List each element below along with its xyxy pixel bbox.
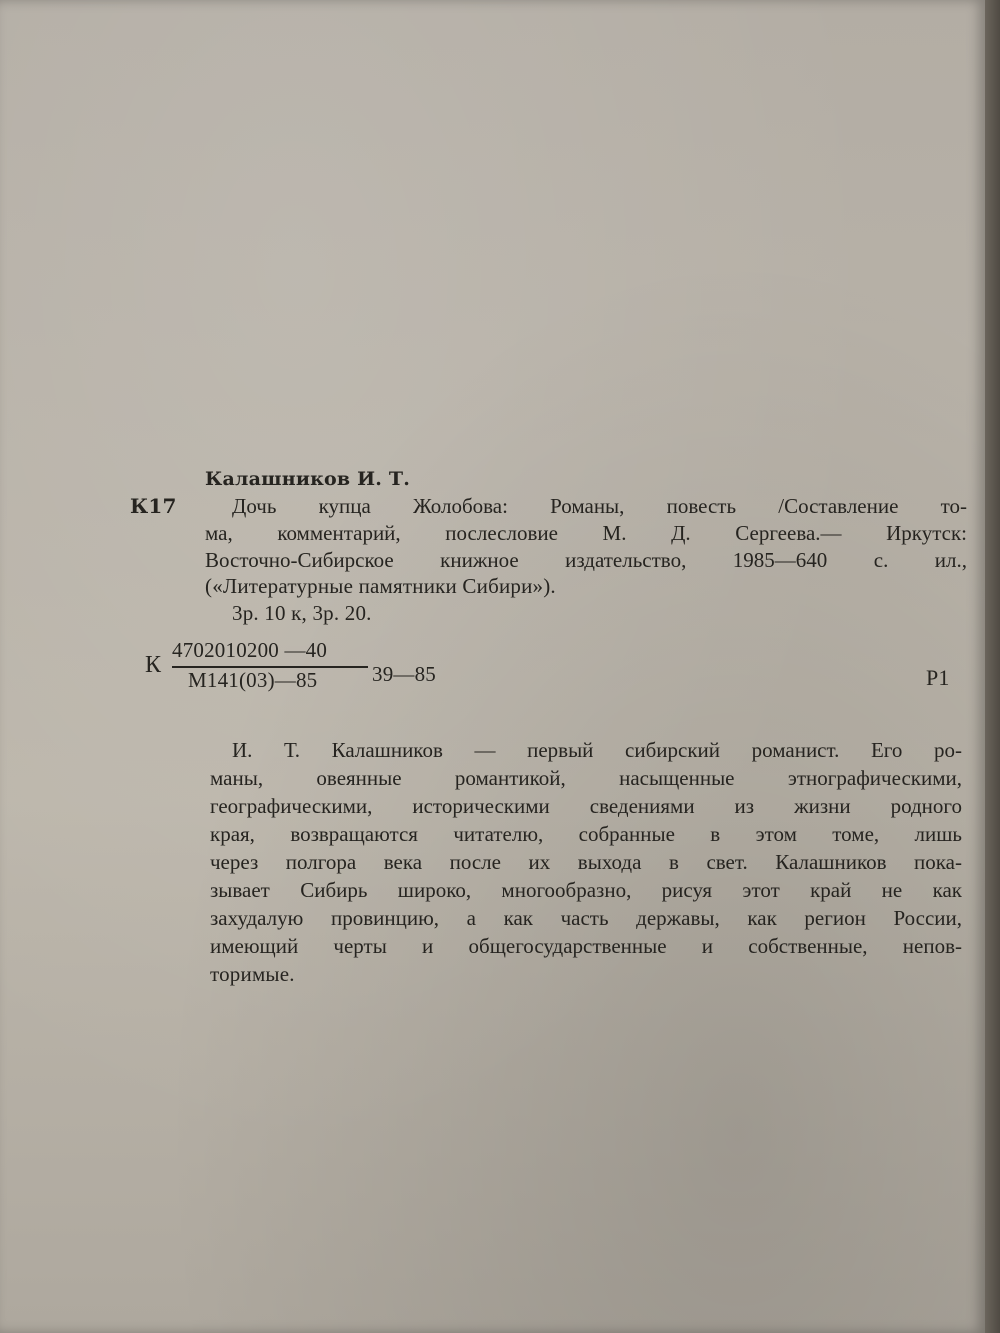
classification-suffix: 39—85 — [372, 662, 436, 686]
entry-line-2: ма, комментарий, послесловие М. Д. Сергеева.— Иркутск: — [205, 521, 967, 545]
annotation-line-4: края, возвращаются читателю, собранные в этом томе, лишь — [210, 822, 962, 846]
annotation-line-5: через полгора века после их выхода в свет. Калашников пока- — [210, 850, 962, 874]
entry-line-3: Восточно-Сибирское книжное издательство, 1985—640 с. ил., — [205, 548, 967, 572]
annotation-line-7: захудалую провинцию, а как часть державы, как регион России, — [210, 906, 962, 930]
class-code: Р1 — [926, 665, 950, 690]
annotation-last-line: торимые. — [210, 962, 295, 986]
annotation-line-3: географическими, историческими сведениями из жизни родного — [210, 794, 962, 818]
classification-numerator: 4702010200 —40 — [172, 638, 328, 662]
classification-prefix: К — [145, 652, 162, 678]
annotation-line-6: зывает Сибирь широко, многообразно, рисуя этот край не как — [210, 878, 962, 902]
entry-line-4: («Литературные памятники Сибири»). — [205, 574, 556, 598]
entry-line-1: Дочь купца Жолобова: Романы, повесть /Составление то- — [232, 494, 967, 518]
index-code: К17 — [130, 494, 177, 518]
annotation-line-1: И. Т. Калашников — первый сибирский романист. Его ро- — [232, 738, 962, 762]
annotation-line-2: маны, овеянные романтикой, насыщенные этнографическими, — [210, 766, 962, 790]
price: 3р. 10 к, 3р. 20. — [232, 601, 372, 625]
page-edge-shadow — [985, 0, 1000, 1333]
classification-denominator: М141(03)—85 — [188, 668, 318, 692]
author-name: Калашников И. Т. — [205, 468, 411, 490]
annotation-line-8: имеющий черты и общегосударственные и собственные, непов- — [210, 934, 962, 958]
